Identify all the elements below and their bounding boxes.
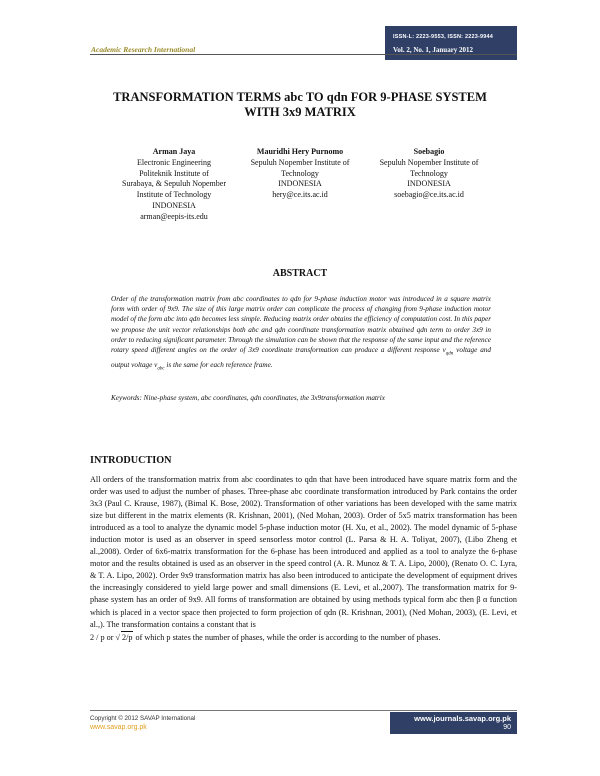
abstract-text: Order of the transformation matrix from abc coordinates to qdn for 9-phase induction motor was introduced in a square matrix form with order of 9x9. The size of this large matrix order can complicate the process of changing from 9-phase induction motor model of the form abc into qdn becomes less simple. Reducing matrix order obtains the efficiency of computation cost. In this paper we propose the unit vector relationships both abc and qdn coordinate transformation matrix obtained qdn term to order 3x9 in order to reducing significant parameter. Through the simulation can be shown that the response of the same input and the reference rotary speed different angles on the order of 3x9 coordinate transformation can produce a different response bbox=[111, 295, 491, 355]
introduction-text: All orders of the transformation matrix from abc coordinates to qdn that have been introduced have square matrix form and the order was used to adjust the number of phases. Three-phase abc coordinate transformation introduced by Park contains the order 3x3 (Paul C. Krause, 1987), (Bimal K. Bose, 2002). Transformation of other variations has been developed with the same matrix size but different in the matrix elements (R. Krishnan, 2001), (Ned Mohan, 2003). Order of 5x5 matrix transformation has been introduced as a tool to analyze the dynamic model 5-phase induction motor (H. Xu, et al., 2002). The model dynamic of 5-phase induction motor is used as an observer in speed sensorless motor control (L. Parsa & H. A. Toliyat, 2007), (Libo Zheng et al.,2008). Order of 6x6-matrix transformation for the 6-phase has been introduced and applied as a tool to analyze the 6-phase motor and the results obtained is used as an observer in the speed control (A. R. Munoz & T. A. Lipo, 2000), (Renato O. C. Lyra, & T. A. Lipo, 2002). Order 9x9 transformation matrix has also been introduced to anticipate the development of equipment drives the increasingly considered to yield large power and small dimensions (E. Levi, et al.,2007). The transformation matrix for 9-phase system has an order of 9x9. All forms of transformation are obtained by using methods typical form abc then β α function which is placed in a vector space then projected to form projection of qdn (R. Krishnan, 2001), (Ned Mohan, 2003), (E. Levi, et al.,). The transformation contains a constant that is bbox=[90, 475, 517, 629]
author-affiliation: Surabaya, & Sepuluh Nopember bbox=[122, 179, 226, 189]
author-country: INDONESIA bbox=[152, 200, 196, 210]
abstract-body bbox=[111, 294, 491, 374]
author-affiliation: Electronic Engineering bbox=[137, 157, 211, 167]
journal-name: Academic Research International bbox=[91, 45, 196, 54]
author-email: soebagio@ce.its.ac.id bbox=[394, 190, 464, 200]
volume-text: Vol. 2, No. 1, January 2012 bbox=[393, 46, 474, 54]
author-name: Mauridhi Hery Purnomo bbox=[256, 147, 344, 156]
page-number: 90 bbox=[503, 724, 511, 731]
introduction-body: All orders of the transformation matrix from abc coordinates to qdn that have been introduced have square matrix form and the order was used to adjust the number of phases. Three-phase abc coordinate transformation introduced by Park contains the order 3x3 (Paul C. Krause, 1987), (Bimal K. Bose, 2002). Transformation of other variations has been developed with the same matrix size but different in the matrix elements (R. Krishnan, 2001), (Ned Mohan, 2003). Order of 5x5 matrix transformation has been introduced as a tool to analyze the dynamic model 5-phase induction motor (H. Xu, et al., 2002). The model dynamic of 5-phase induction motor is used as an observer in speed sensorless motor control (L. Parsa & H. A. Toliyat, 2007), (Libo Zheng et al.,2008). Order of 6x6-matrix transformation for the 6-phase has been introduced and applied as a tool to analyze the 6-phase motor and the results obtained is used as an observer in the speed control (A. R. Munoz & T. A. Lipo, 2000), (Renato O. C. Lyra, & T. A. Lipo, 2002). Order 9x9 transformation matrix has also been introduced to anticipate the development of equipment drives the increasingly considered to yield large power and small dimensions (E. Levi, et al.,2007). The transformation matrix for 9-phase system has an order of 9x9. All forms of transformation are obtained by using methods typical form abc then β α function which is placed in a vector space then projected to form projection of qdn (R. Krishnan, 2001), (Ned Mohan, 2003), (E. Levi, et al.,). The transformation contains a constant that is 2 / p or √ 2/p of which p states the number of phases, while the order is according to the number of phases. bbox=[90, 474, 517, 644]
formula-sqrt: 2/p bbox=[121, 631, 133, 644]
title-line-1: TRANSFORMATION TERMS abc TO qdn FOR 9-PHASE SYSTEM bbox=[113, 90, 487, 104]
v-abc-subscript: abc bbox=[157, 366, 165, 372]
keywords: Keywords: Nine-phase system, abc coordinates, qdn coordinates, the 3x9transformation matrix bbox=[111, 394, 385, 402]
author-email: arman@eepis-its.edu bbox=[140, 211, 208, 221]
v-abc-symbol: v bbox=[154, 360, 158, 369]
author-name: Arman Jaya bbox=[152, 147, 196, 156]
abstract-heading: ABSTRACT bbox=[272, 268, 328, 279]
abstract-text-end: is the same for each reference frame. bbox=[164, 360, 273, 369]
header-divider bbox=[90, 54, 517, 55]
author-country: INDONESIA bbox=[407, 179, 451, 189]
author-email: hery@ce.its.ac.id bbox=[272, 190, 328, 200]
author-affiliation: Institute of Technology bbox=[136, 190, 212, 200]
footer-site-link[interactable]: www.savap.org.pk bbox=[90, 724, 147, 731]
footer-divider bbox=[90, 710, 517, 711]
author-affiliation: Technology bbox=[410, 168, 448, 178]
author-name: Soebagio bbox=[413, 147, 445, 156]
author-1 bbox=[111, 147, 237, 223]
author-affiliation: Sepuluh Nopember Institute of bbox=[379, 157, 479, 167]
footer-box bbox=[390, 712, 517, 734]
formula-constant: 2 / p or bbox=[90, 632, 114, 642]
footer-journals-link[interactable]: www.journals.savap.org.pk bbox=[414, 714, 511, 723]
author-2 bbox=[237, 147, 363, 201]
paper-title bbox=[90, 90, 510, 120]
abstract-text-mid: voltage and output voltage bbox=[111, 346, 491, 369]
author-affiliation: Technology bbox=[281, 168, 319, 178]
issn-text: ISSN-L: 2223-9553, ISSN: 2223-9944 bbox=[393, 34, 494, 40]
author-affiliation: Sepuluh Nopember Institute of bbox=[250, 157, 350, 167]
introduction-ending: of which p states the number of phases, while the order is according to the number of phases. bbox=[135, 632, 441, 642]
introduction-heading: INTRODUCTION bbox=[90, 455, 172, 466]
v-qdn-subscript: qdn bbox=[445, 351, 454, 357]
footer-copyright: Copyright © 2012 SAVAP International bbox=[90, 715, 196, 722]
author-country: INDONESIA bbox=[278, 179, 322, 189]
title-line-2: WITH 3x9 MATRIX bbox=[244, 105, 356, 119]
v-qdn-symbol: v bbox=[442, 346, 446, 355]
author-3 bbox=[366, 147, 492, 201]
author-affiliation: Politeknik Institute of bbox=[139, 168, 209, 178]
